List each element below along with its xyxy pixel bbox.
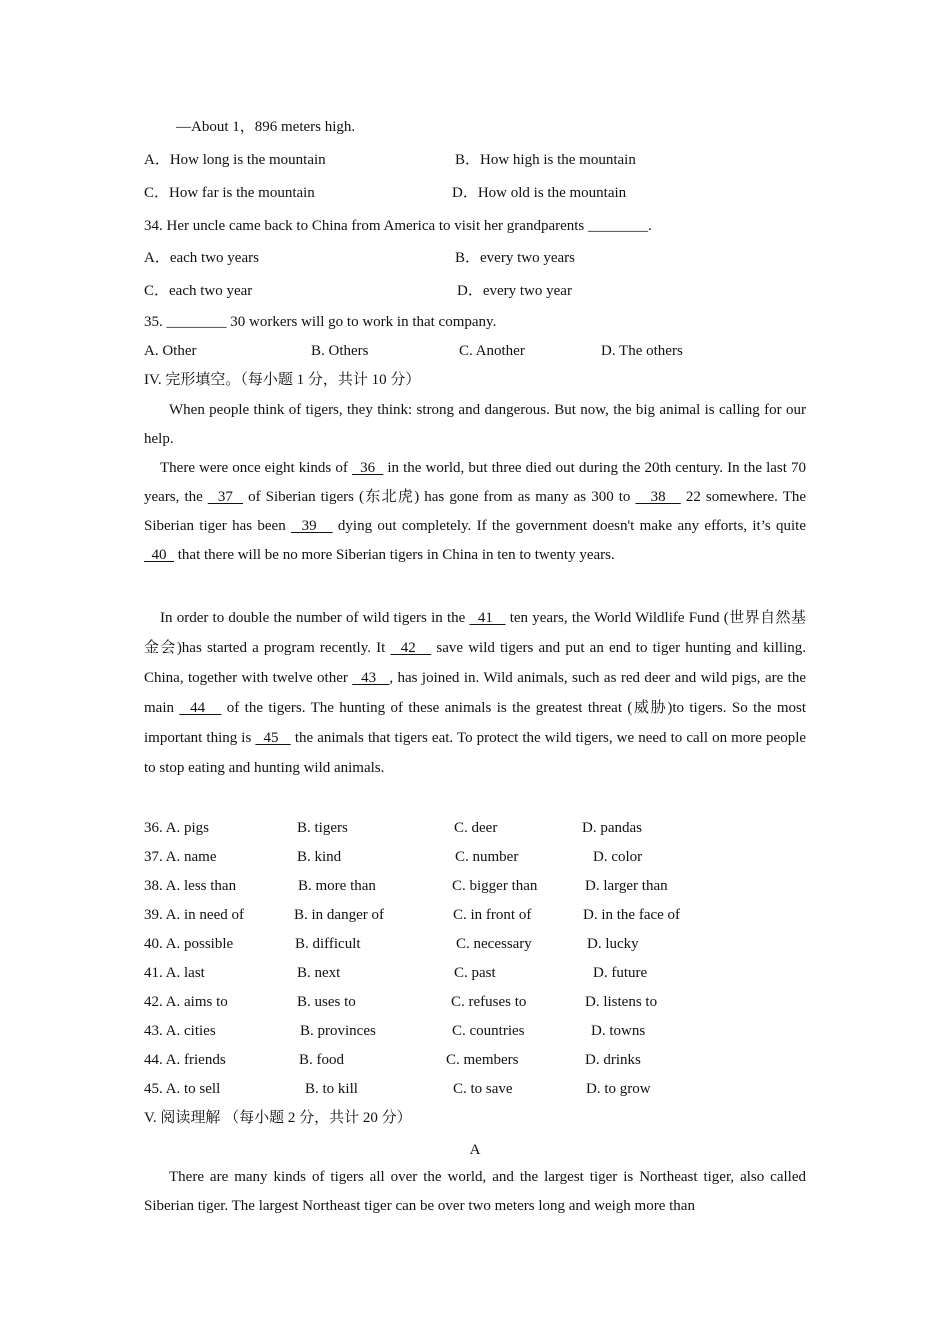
choice-39-d: D. in the face of [583,907,681,923]
choice-40-d: D. lucky [587,936,639,952]
choice-44-a: 44. A. friends [144,1052,226,1068]
choice-44-d: D. drinks [585,1052,641,1068]
choice-42-d: D. listens to [585,994,658,1010]
choice-36-b: B. tigers [297,820,348,836]
blank-41: 41 [469,610,506,626]
choice-40-a: 40. A. possible [144,936,234,952]
choice-36-a: 36. A. pigs [144,820,210,836]
q33-option-b: B．How high is the mountain [455,152,636,168]
blank-42: 42 [390,640,432,656]
section5-paragraph-1: There are many kinds of tigers all over the world, and the largest tiger is Northeast tiger, also called Siberian tiger. The largest Northeast tiger can be over two meters long and weigh more than [144,1169,806,1214]
choice-36-d: D. pandas [582,820,642,836]
q35-option-b: B. Others [311,343,369,359]
blank-37: 37 [207,489,244,505]
blank-38: 38 [635,489,681,505]
blank-44: 44 [179,700,222,716]
section4-heading: IV. 完形填空。（每小题 1 分，共计 10 分） [144,372,421,388]
choice-39-a: 39. A. in need of [144,907,244,923]
choice-37-a: 37. A. name [144,849,217,865]
choice-43-c: C. countries [452,1023,525,1039]
q35-option-c: C. Another [459,343,525,359]
q33-option-c: C．How far is the mountain [144,185,315,201]
choice-41-b: B. next [297,965,341,981]
q35-option-a: A. Other [144,343,197,359]
choice-45-b: B. to kill [305,1081,358,1097]
choice-39-b: B. in danger of [294,907,384,923]
choice-42-b: B. uses to [297,994,356,1010]
choice-44-c: C. members [446,1052,519,1068]
choice-39-c: C. in front of [453,907,532,923]
q33-answer-line: —About 1，896 meters high. [176,119,356,135]
choice-41-a: 41. A. last [144,965,205,981]
q34-stem: 34. Her uncle came back to China from America to visit her grandparents ________. [144,218,652,234]
choice-36-c: C. deer [454,820,498,836]
q34-option-d: D．every two year [457,283,572,299]
choice-38-b: B. more than [298,878,376,894]
choice-38-d: D. larger than [585,878,668,894]
choice-42-c: C. refuses to [451,994,527,1010]
blank-43: 43 [352,670,390,686]
section4-paragraph-3: In order to double the number of wild tigers in the 41 ten years, the World Wildlife Fund (世界自然基金会)has started a program recently. It 42 save wild tigers and put an end to tiger hunting and killing. China, together with twelve other 43 , has joined in. Wild animals, such as red deer and wild pigs, are the main 44 of the tigers. The hunting of these animals is the greatest threat (威胁)to tigers. So the most important thing is 45 the animals that tigers eat. To protect the wild tigers, we need to call on more people to stop eating and hunting wild animals. [144,610,807,776]
q34-option-c: C．each two year [144,283,253,299]
blank-40: 40 [144,547,174,563]
choice-37-b: B. kind [297,849,342,865]
choice-42-a: 42. A. aims to [144,994,228,1010]
choice-44-b: B. food [299,1052,344,1068]
choice-41-c: C. past [454,965,496,981]
choice-45-c: C. to save [453,1081,513,1097]
choice-38-a: 38. A. less than [144,878,237,894]
choice-40-b: B. difficult [295,936,361,952]
blank-36: 36 [351,460,384,476]
choice-41-d: D. future [593,965,648,981]
choice-43-b: B. provinces [300,1023,376,1039]
section4-paragraph-1: When people think of tigers, they think: strong and dangerous. But now, the big animal is calling for our help. [144,402,806,447]
q33-option-d: D．How old is the mountain [452,185,627,201]
choice-37-c: C. number [455,849,519,865]
choice-43-d: D. towns [591,1023,646,1039]
q34-option-b: B．every two years [455,250,575,266]
q33-option-a: A．How long is the mountain [144,152,326,168]
choice-45-d: D. to grow [586,1081,651,1097]
choice-43-a: 43. A. cities [144,1023,216,1039]
q34-option-a: A．each two years [144,250,259,266]
section5-heading: V. 阅读理解 （每小题 2 分，共计 20 分） [144,1110,412,1126]
q35-stem: 35. ________ 30 workers will go to work in that company. [144,314,497,330]
choice-37-d: D. color [593,849,643,865]
q35-option-d: D. The others [601,343,683,359]
section4-paragraph-2: There were once eight kinds of 36 in the world, but three died out during the 20th century. In the last 70 years, the 37 of Siberian tigers (东北虎) has gone from as many as 300 to 38 22 somewhere. The Siberian tiger has been 39 dying out completely. If the government doesn't make any efforts, it’s quite 40 that there will be no more Siberian tigers in China in ten to twenty years. [144,460,807,563]
choice-40-c: C. necessary [456,936,532,952]
choice-45-a: 45. A. to sell [144,1081,221,1097]
choice-38-c: C. bigger than [452,878,538,894]
blank-45: 45 [255,730,291,746]
passage-label: A [469,1142,481,1158]
blank-39: 39 [291,518,333,534]
